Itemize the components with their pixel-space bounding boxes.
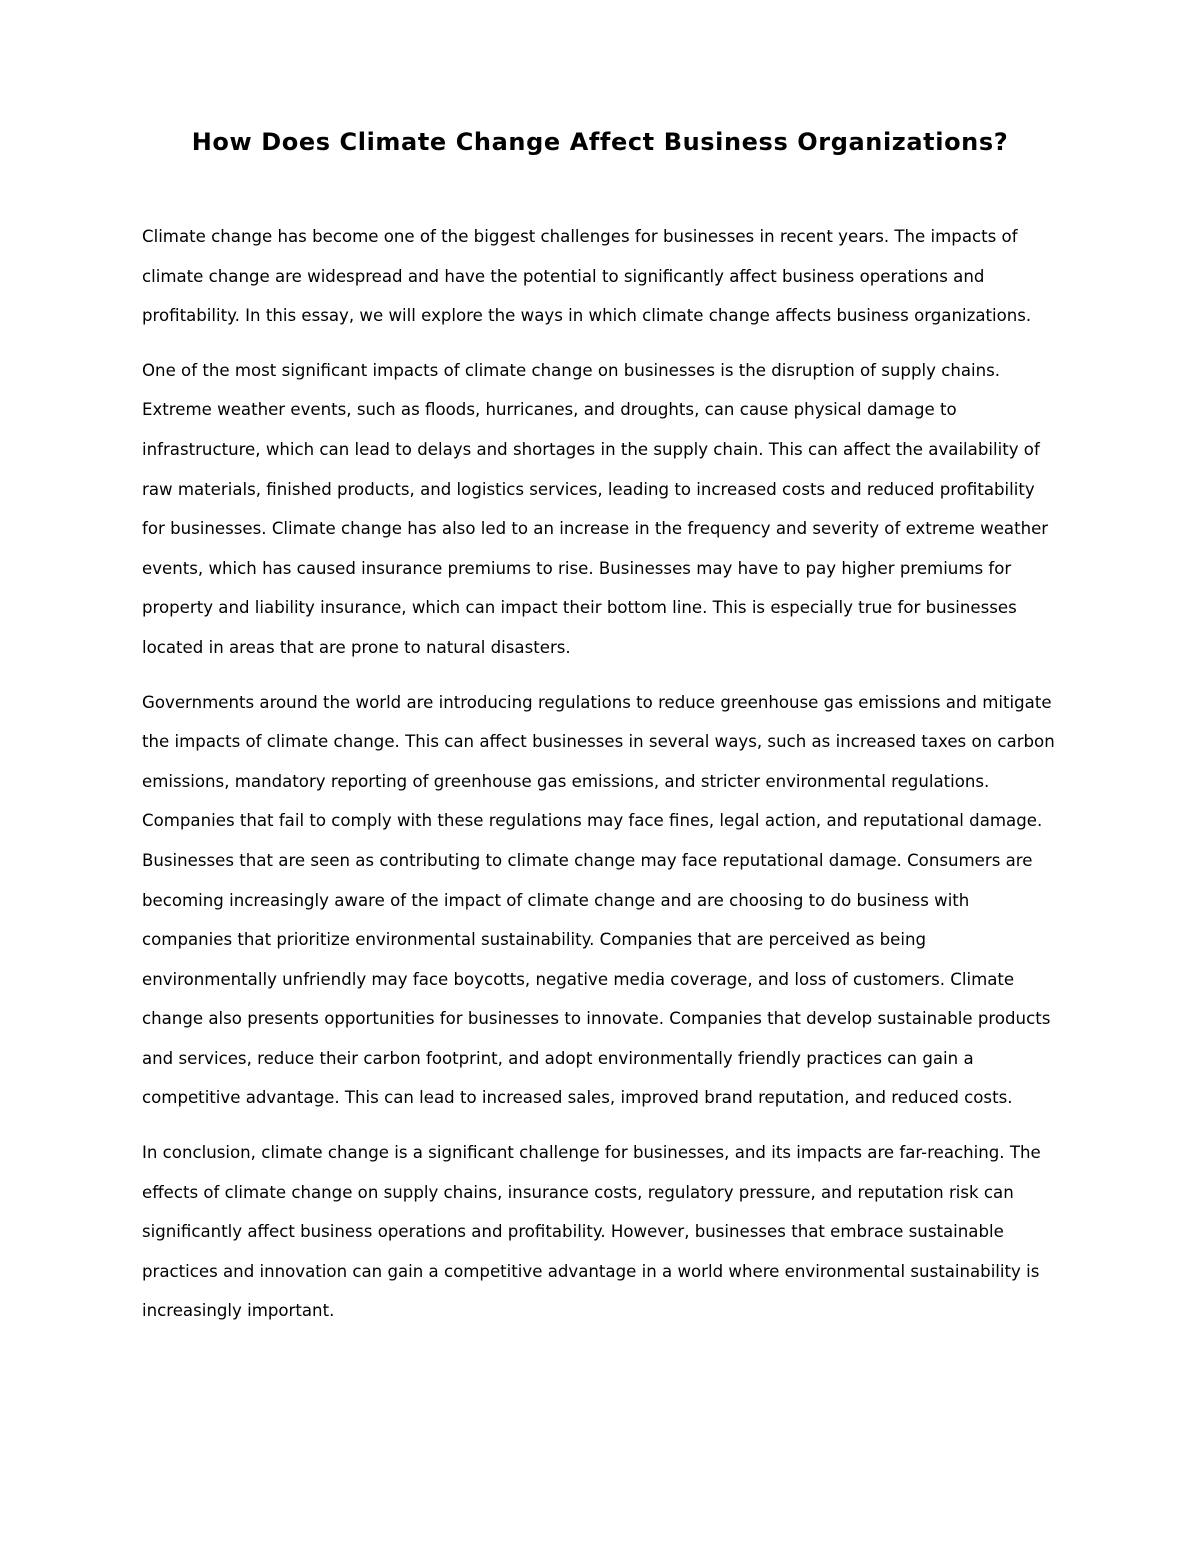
paragraph-regulations: Governments around the world are introducing regulations to reduce greenhouse gas emissions and mitigate the impacts of climate change. This can affect businesses in several ways, such as increased taxes on carbon emissions, mandatory reporting of greenhouse gas emissions, and stricter environmental regulations. Companies that fail to comply with these regulations may face fines, legal action, and reputational damage. Businesses that are seen as contributing to climate change may face reputational damage. Consumers are becoming increasingly aware of the impact of climate change and are choosing to do business with companies that prioritize environmental sustainability. Companies that are perceived as being environmentally unfriendly may face boycotts, negative media coverage, and loss of customers. Climate change also presents opportunities for businesses to innovate. Companies that develop sustainable products and services, reduce their carbon footprint, and adopt environmentally friendly practices can gain a competitive advantage. This can lead to increased sales, improved brand reputation, and reduced costs. (142, 692, 1055, 1108)
paragraph-conclusion: In conclusion, climate change is a significant challenge for businesses, and its impacts are far-reaching. The effects of climate change on supply chains, insurance costs, regulatory pressure, and reputation risk can significantly affect business operations and profitability. However, businesses that embrace sustainable practices and innovation can gain a competitive advantage in a world where environmental sustainability is increasingly important. (142, 1143, 1041, 1321)
paragraph-supply-chains: One of the most significant impacts of climate change on businesses is the disruption of supply chains. Extreme weather events, such as floods, hurricanes, and droughts, can cause physical damage to infrastructure, which can lead to delays and shortages in the supply chain. This can affect the availability of raw materials, finished products, and logistics services, leading to increased costs and reduced profitability for businesses. Climate change has also led to an increase in the frequency and severity of extreme weather events, which has caused insurance premiums to rise. Businesses may have to pay higher premiums for property and liability insurance, which can impact their bottom line. This is especially true for businesses located in areas that are prone to natural disasters. (142, 360, 1049, 657)
document-body (142, 217, 1057, 1346)
paragraph-intro: Climate change has become one of the biggest challenges for businesses in recent years. The impacts of climate change are widespread and have the potential to significantly affect business operations and profitability. In this essay, we will explore the ways in which climate change affects business organizations. (142, 227, 1032, 326)
document-title: How Does Climate Change Affect Business Organizations? (191, 128, 1009, 156)
